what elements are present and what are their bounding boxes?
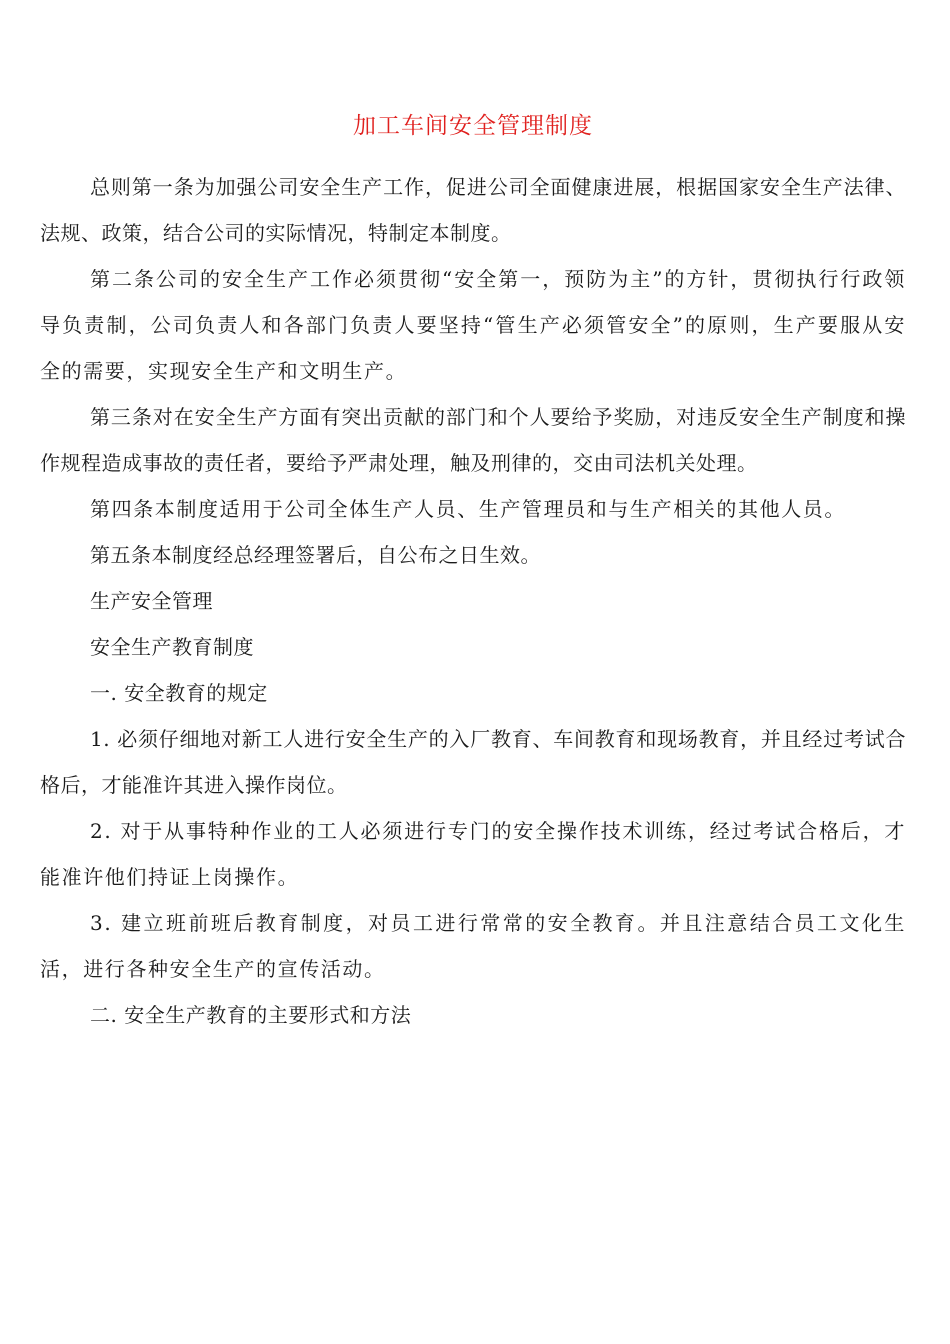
document-page (40, 110, 906, 1038)
section-heading-education-system: 安全生产教育制度 (90, 635, 254, 659)
section-heading-education-forms: 二. 安全生产教育的主要形式和方法 (90, 1003, 412, 1027)
list-item-rule-3: 3. 建立班前班后教育制度，对员工进行常常的安全教育。并且注意结合员工文化生活，进行各种安全生产的宣传活动。 (40, 911, 906, 981)
section-heading-production-safety: 生产安全管理 (90, 589, 213, 613)
paragraph-article-5: 第五条本制度经总经理签署后，自公布之日生效。 (90, 543, 541, 567)
paragraph-general-article-1: 总则第一条为加强公司安全生产工作，促进公司全面健康进展，根据国家安全生产法律、法规、政策，结合公司的实际情况，特制定本制度。 (40, 175, 906, 245)
list-item-rule-1: 1. 必须仔细地对新工人进行安全生产的入厂教育、车间教育和现场教育，并且经过考试合格后，才能准许其进入操作岗位。 (40, 727, 906, 797)
list-item-rule-2: 2. 对于从事特种作业的工人必须进行专门的安全操作技术训练，经过考试合格后，才能准许他们持证上岗操作。 (40, 819, 906, 889)
paragraph-article-3: 第三条对在安全生产方面有突出贡献的部门和个人要给予奖励，对违反安全生产制度和操作规程造成事故的责任者，要给予严肃处理，触及刑律的，交由司法机关处理。 (40, 405, 906, 475)
paragraph-article-4: 第四条本制度适用于公司全体生产人员、生产管理员和与生产相关的其他人员。 (90, 497, 846, 521)
section-heading-education-rules: 一. 安全教育的规定 (90, 681, 268, 705)
paragraph-article-2: 第二条公司的安全生产工作必须贯彻“安全第一，预防为主”的方针，贯彻执行行政领导负责制，公司负责人和各部门负责人要坚持“管生产必须管安全”的原则，生产要服从安全的需要，实现安全生产和文明生产。 (40, 267, 906, 383)
document-title: 加工车间安全管理制度 (353, 113, 593, 139)
